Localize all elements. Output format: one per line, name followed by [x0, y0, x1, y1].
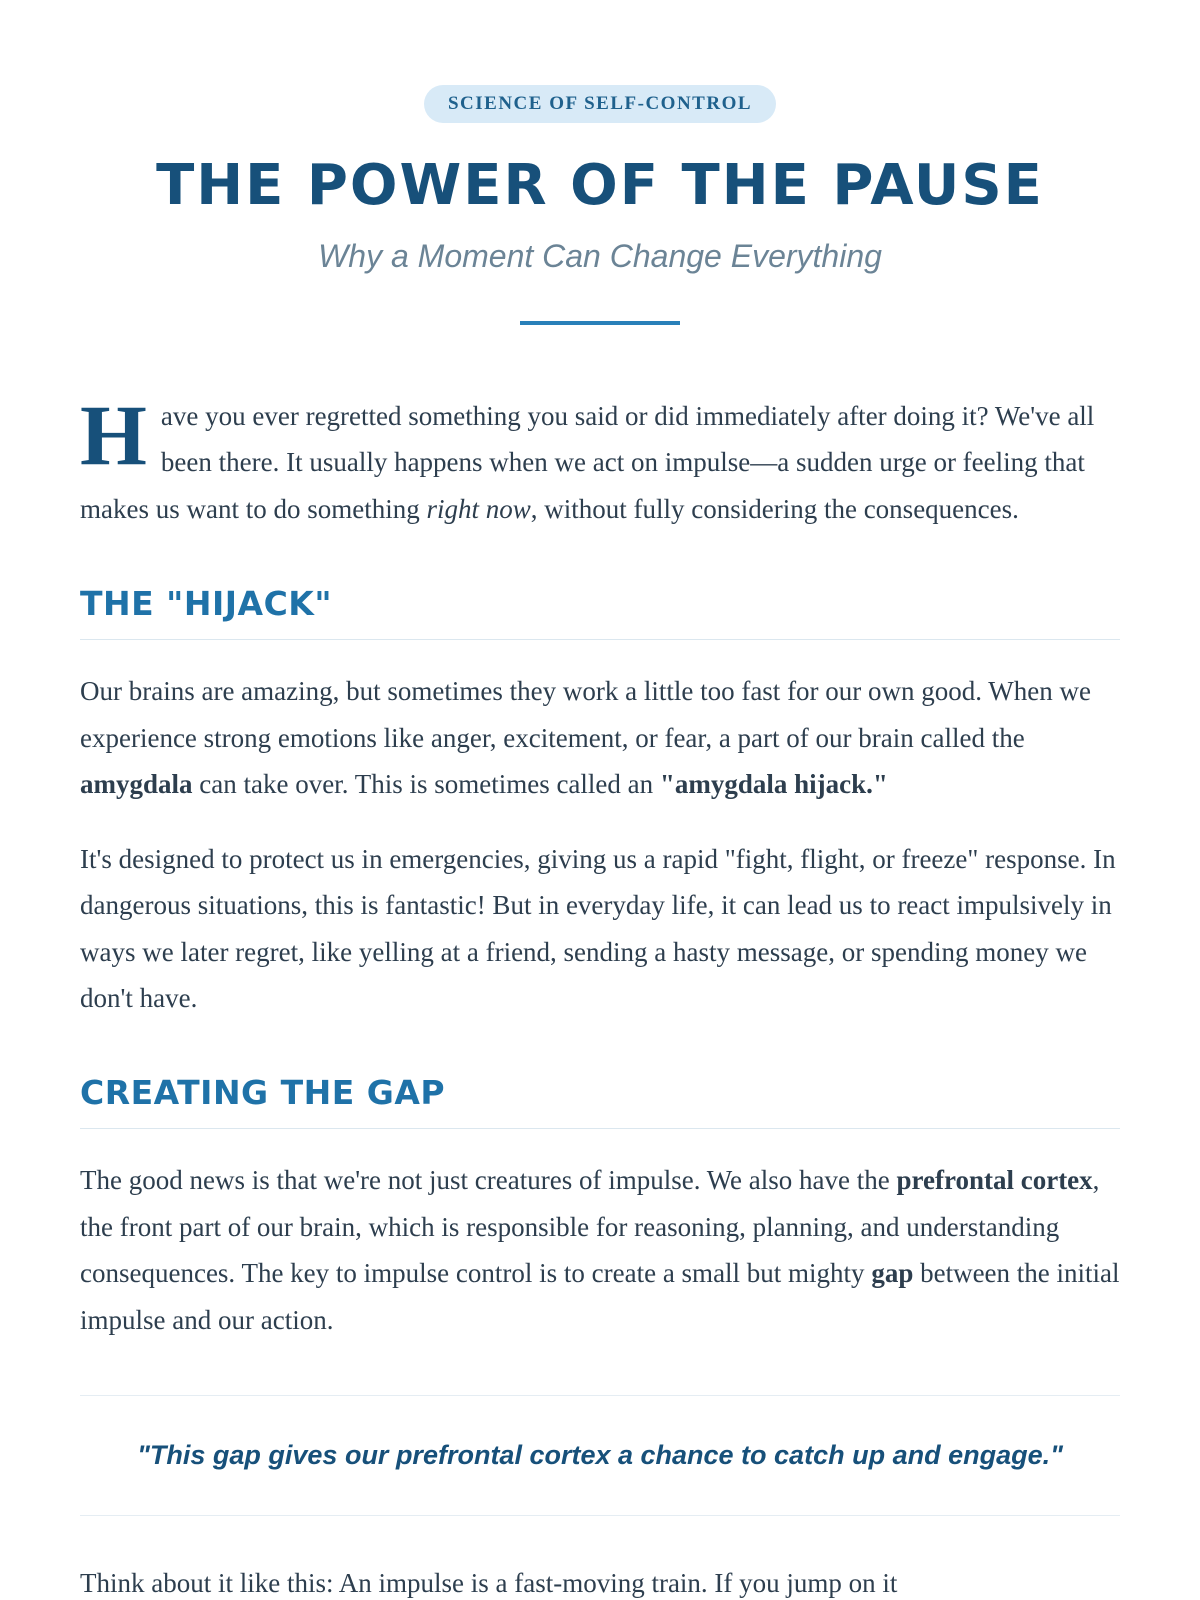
category-badge: SCIENCE OF SELF-CONTROL	[424, 85, 776, 123]
pull-quote: "This gap gives our prefrontal cortex a chance to catch up and engage."	[80, 1395, 1120, 1516]
closing-paragraph: Think about it like this: An impulse is a fast-moving train. If you jump on it	[80, 1568, 898, 1599]
section-heading-hijack: THE "HIJACK"	[80, 584, 1120, 640]
hijack-paragraph-2: It's designed to protect us in emergencies, giving us a rapid "fight, flight, or freeze" response. In dangerous situations, this is fantastic! But in everyday life, it can lead us to react impulsively in ways we later regret, like yelling at a friend, sending a hasty message, or spending money we don't have.	[80, 843, 1116, 1013]
article-body	[80, 387, 1120, 1600]
section-heading-creating-the-gap: CREATING THE GAP	[80, 1073, 1120, 1129]
intro-paragraph	[80, 387, 1120, 532]
gap-paragraph-1: The good news is that we're not just creatures of impulse. We also have the prefrontal cortex, the front part of our brain, which is responsible for reasoning, planning, and understanding consequences. The key to impulse control is to create a small but mighty gap between the initial impulse and our action.	[80, 1165, 1120, 1335]
intro-text: ave you ever regretted something you said or did immediately after doing it? We've all been there. It usually happens when we act on impulse—a sudden urge or feeling that makes us want to do something right now, without fully considering the consequences.	[80, 401, 1095, 524]
drop-cap: H	[80, 387, 147, 483]
page-subtitle: Why a Moment Can Change Everything	[318, 238, 882, 274]
title-divider	[520, 321, 680, 325]
page-title: THE POWER OF THE PAUSE	[156, 153, 1044, 218]
article-header	[80, 85, 1120, 325]
hijack-paragraph-1: Our brains are amazing, but sometimes they work a little too fast for our own good. When we experience strong emotions like anger, excitement, or fear, a part of our brain called the amygdala can take over. This is sometimes called an "amygdala hijack."	[80, 676, 1091, 800]
